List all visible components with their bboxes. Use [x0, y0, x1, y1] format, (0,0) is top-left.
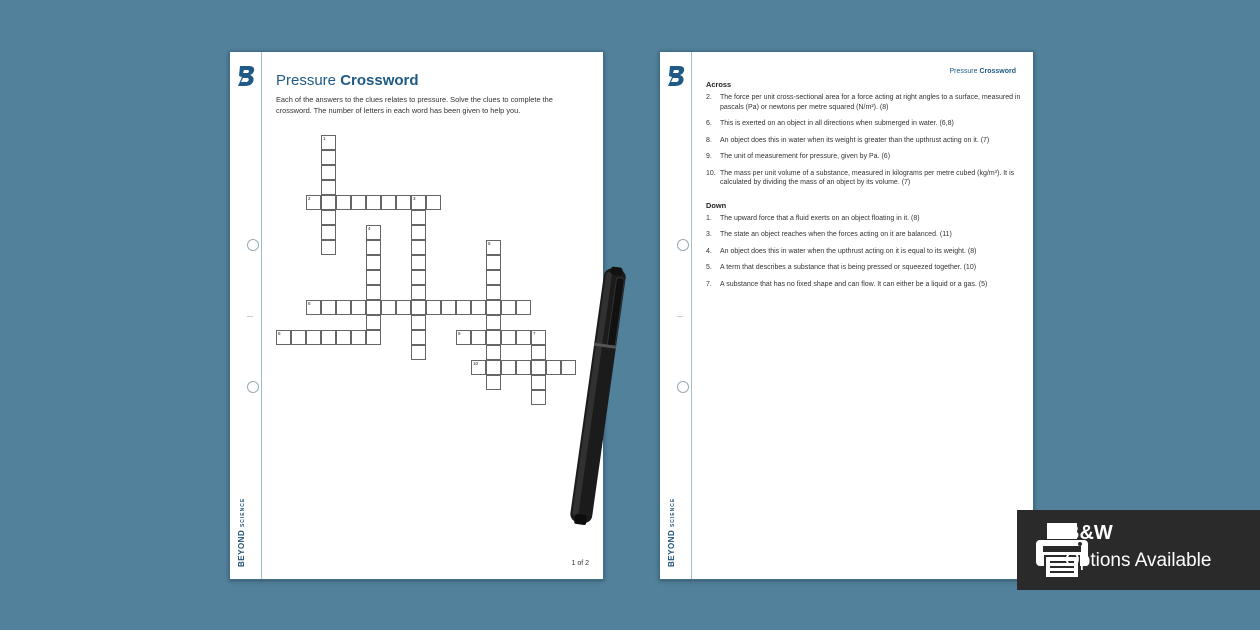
crossword-cell[interactable]: [366, 315, 381, 330]
crossword-cell[interactable]: [351, 195, 366, 210]
crossword-cell[interactable]: [411, 210, 426, 225]
crossword-cell[interactable]: [321, 225, 336, 240]
clue-number: 4.: [706, 247, 712, 255]
punch-hole: [247, 239, 259, 251]
crossword-cell[interactable]: [336, 300, 351, 315]
cell-number: 7: [533, 331, 536, 336]
crossword-cell[interactable]: [531, 375, 546, 390]
crossword-cell[interactable]: [366, 330, 381, 345]
badge-subtitle: Options Available: [1065, 550, 1212, 571]
crossword-cell[interactable]: [336, 195, 351, 210]
crossword-cell[interactable]: [486, 240, 501, 255]
crossword-cell[interactable]: [321, 300, 336, 315]
crossword-cell[interactable]: [351, 330, 366, 345]
crossword-cell[interactable]: [501, 360, 516, 375]
crossword-cell[interactable]: [456, 300, 471, 315]
crossword-cell[interactable]: [321, 150, 336, 165]
crossword-cell[interactable]: [411, 225, 426, 240]
cell-number: 10: [473, 361, 479, 366]
crossword-cell[interactable]: [291, 330, 306, 345]
brand-vertical: [664, 477, 688, 567]
margin-line: [261, 52, 262, 579]
beyond-logo-icon: [666, 65, 686, 87]
across-clue: [706, 93, 1021, 112]
crossword-cell[interactable]: [516, 300, 531, 315]
crossword-cell[interactable]: [486, 270, 501, 285]
crossword-cell[interactable]: [366, 255, 381, 270]
crossword-cell[interactable]: [411, 285, 426, 300]
crossword-cell[interactable]: [396, 300, 411, 315]
crossword-cell[interactable]: [411, 300, 426, 315]
across-heading: Across: [706, 80, 732, 89]
punch-hole: [677, 381, 689, 393]
clue-text: This is exerted on an object in all directions when submerged in water. (6,8): [720, 120, 954, 127]
clue-number: 3.: [706, 231, 712, 238]
crossword-cell[interactable]: [381, 195, 396, 210]
badge-title: B&W: [1065, 522, 1113, 544]
page-title: [276, 72, 419, 89]
crossword-cell[interactable]: [396, 195, 411, 210]
crossword-cell[interactable]: [366, 195, 381, 210]
crossword-cell[interactable]: [486, 330, 501, 345]
crossword-cell[interactable]: [441, 300, 456, 315]
across-clue: [706, 169, 1021, 188]
crossword-cell[interactable]: [411, 345, 426, 360]
clue-number: 7.: [706, 280, 712, 288]
crossword-cell[interactable]: [486, 345, 501, 360]
crossword-cell[interactable]: [426, 195, 441, 210]
worksheet-page-1: [229, 51, 604, 580]
across-clues: [706, 93, 1021, 188]
bw-options-badge: [1017, 510, 1260, 590]
crossword-cell[interactable]: [531, 390, 546, 405]
clue-text: An object does this in water when the upthrust acting on it is equal to its weight. (8): [720, 247, 977, 255]
crossword-cell[interactable]: [411, 330, 426, 345]
crossword-cell[interactable]: [471, 360, 486, 375]
down-heading: Down: [706, 200, 727, 210]
crossword-cell[interactable]: [321, 330, 336, 345]
crossword-cell[interactable]: [366, 240, 381, 255]
brand-name: BEYOND: [237, 529, 246, 567]
crossword-cell[interactable]: [366, 285, 381, 300]
pen-image: [560, 262, 640, 530]
intro-text: Each of the answers to the clues relates to pressure. Solve the clues to complete the crossword. The number of letters in each word has been given to help you.: [276, 95, 553, 115]
brand-vertical: [234, 477, 258, 567]
crossword-cell[interactable]: [366, 270, 381, 285]
beyond-logo-icon: [236, 65, 256, 87]
punch-hole: [677, 239, 689, 251]
brand-sub: SCIENCE: [670, 497, 676, 528]
cell-number: 9: [458, 331, 461, 336]
crossword-cell[interactable]: [456, 330, 471, 345]
cell-number: 3: [413, 196, 416, 201]
crossword-cell[interactable]: [366, 300, 381, 315]
crossword-cell[interactable]: [501, 330, 516, 345]
cell-number: 6: [308, 301, 311, 306]
clue-number: 6.: [706, 120, 712, 127]
crossword-cell[interactable]: [366, 225, 381, 240]
clues-list: [706, 80, 1021, 296]
crossword-cell[interactable]: [471, 300, 486, 315]
crossword-cell[interactable]: [486, 255, 501, 270]
header-normal: Pressure: [949, 68, 978, 75]
down-clue: [706, 280, 1021, 290]
crossword-cell[interactable]: [426, 300, 441, 315]
cell-number: 1: [323, 136, 326, 141]
crossword-cell[interactable]: [486, 315, 501, 330]
clue-text: The upward force that a fluid exerts on an object floating in it. (8): [720, 214, 920, 222]
crossword-cell[interactable]: [306, 300, 321, 315]
crossword-cell[interactable]: [321, 180, 336, 195]
crossword-cell[interactable]: [276, 330, 291, 345]
title-normal: Pressure: [276, 72, 337, 89]
down-clues: [706, 214, 1021, 290]
clue-text: The mass per unit volume of a substance, measured in kilograms per metre cubed (kg/m³). It is calculated by dividing the mass of an object by its volume. (7): [720, 169, 1015, 186]
down-clue: [706, 247, 1021, 257]
cell-number: 8: [278, 331, 281, 336]
crossword-cell[interactable]: [321, 240, 336, 255]
clue-text: The force per unit cross-sectional area for a force acting at right angles to a surface, measured in pascals (Pa) or newtons per metre squared (N/m²). (8): [720, 94, 1021, 111]
across-clue: [706, 152, 1021, 162]
clue-number: 9.: [706, 153, 712, 160]
clue-number: 10.: [706, 169, 716, 177]
clue-number: 5.: [706, 264, 712, 271]
down-clue: [706, 214, 1021, 224]
clue-text: The state an object reaches when the forces acting on it are balanced. (11): [720, 231, 952, 238]
crossword-cell[interactable]: [546, 360, 561, 375]
crossword-cell[interactable]: [486, 375, 501, 390]
cell-number: 4: [368, 226, 371, 231]
crossword-cell[interactable]: [381, 300, 396, 315]
page-number: 1 of 2: [571, 560, 589, 567]
punch-hole: [247, 381, 259, 393]
crossword-cell[interactable]: [486, 285, 501, 300]
crossword-cell[interactable]: [501, 300, 516, 315]
title-bold: Crossword: [340, 72, 419, 89]
crossword-cell[interactable]: [471, 330, 486, 345]
crossword-cell[interactable]: [321, 165, 336, 180]
crossword-cell[interactable]: [486, 360, 501, 375]
clue-text: A substance that has no fixed shape and can flow. It can either be a liquid or a gas. (5): [720, 280, 988, 288]
crossword-cell[interactable]: [531, 345, 546, 360]
clue-text: The unit of measurement for pressure, given by Pa. (6): [720, 153, 891, 160]
cell-number: 2: [308, 196, 311, 201]
clue-text: An object does this in water when its weight is greater than the upthrust acting on it. (7): [720, 136, 990, 144]
across-clue: [706, 119, 1021, 129]
crossword-cell[interactable]: [411, 240, 426, 255]
worksheet-page-2: [659, 51, 1034, 580]
cell-number: 5: [488, 241, 491, 246]
fold-mark: [247, 316, 253, 317]
clue-number: 2.: [706, 94, 712, 101]
crossword-cell[interactable]: [306, 195, 321, 210]
crossword-cell[interactable]: [306, 330, 321, 345]
header-bold: Crossword: [979, 68, 1016, 75]
clue-number: 1.: [706, 214, 712, 222]
across-clue: [706, 136, 1021, 146]
brand-name: BEYOND: [667, 529, 676, 567]
crossword-cell[interactable]: [351, 300, 366, 315]
crossword-cell[interactable]: [411, 315, 426, 330]
crossword-cell[interactable]: [321, 210, 336, 225]
fold-mark: [677, 316, 683, 317]
brand-sub: SCIENCE: [240, 497, 246, 528]
margin-line: [691, 52, 692, 579]
page-header: [949, 68, 1016, 75]
crossword-cell[interactable]: [411, 270, 426, 285]
crossword-cell[interactable]: [411, 255, 426, 270]
crossword-cell[interactable]: [411, 195, 426, 210]
crossword-cell[interactable]: [531, 330, 546, 345]
clue-number: 8.: [706, 136, 712, 144]
crossword-cell[interactable]: [531, 360, 546, 375]
crossword-cell[interactable]: [516, 330, 531, 345]
crossword-cell[interactable]: [486, 300, 501, 315]
down-clue: [706, 230, 1021, 240]
crossword-cell[interactable]: [321, 195, 336, 210]
down-clue: [706, 263, 1021, 273]
crossword-cell[interactable]: [321, 135, 336, 150]
clue-text: A term that describes a substance that is being pressed or squeezed together. (10): [720, 264, 977, 271]
crossword-cell[interactable]: [336, 330, 351, 345]
crossword-cell[interactable]: [516, 360, 531, 375]
